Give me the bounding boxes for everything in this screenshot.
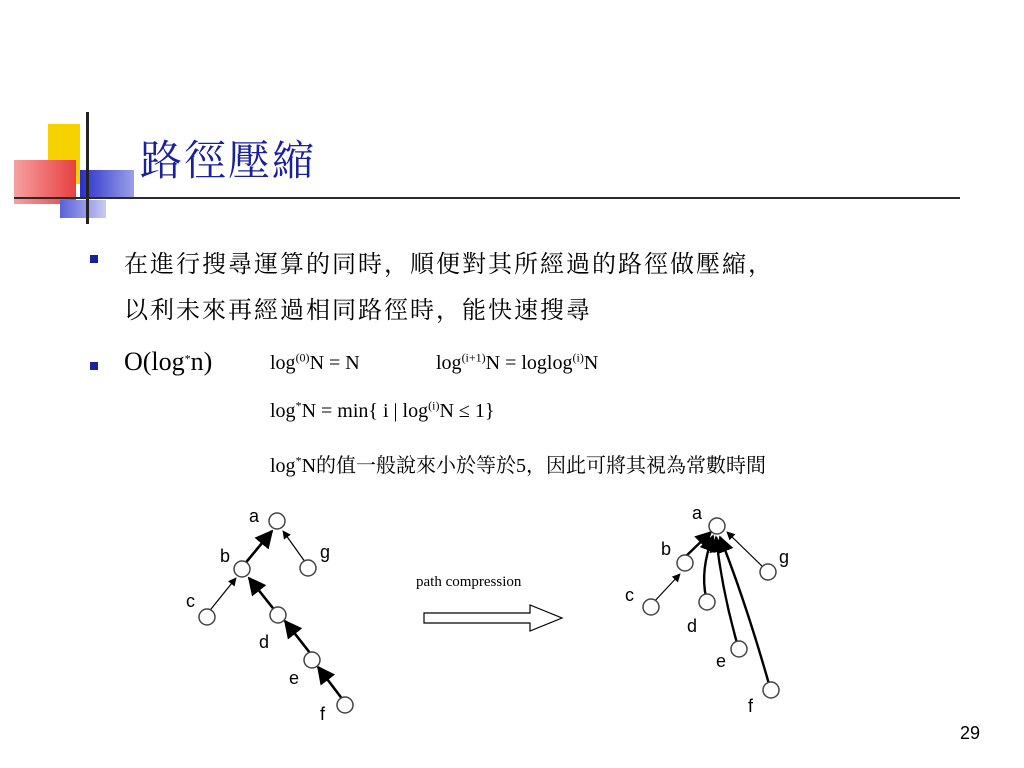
left-label-a: a (249, 506, 260, 526)
right-label-e: e (716, 651, 727, 671)
r-node-c (643, 599, 659, 615)
left-label-e: e (289, 668, 300, 688)
node-e (304, 652, 320, 668)
bullet-text-line-2: 以利未來再經過相同路徑時，能快速搜尋 (124, 296, 592, 324)
complexity-head-post: n) (190, 347, 213, 376)
eq2-post: N (583, 352, 599, 374)
arrow-label: path compression (416, 574, 522, 590)
r-edge-g-a (727, 532, 765, 569)
r-node-b (677, 555, 693, 571)
r-node-e (731, 641, 747, 657)
node-c (199, 609, 215, 625)
node-d (270, 607, 286, 623)
node-g (300, 560, 316, 576)
right-label-f: f (748, 696, 754, 716)
eq2-mid: N = loglog (485, 352, 573, 374)
r-edge-f-a (720, 537, 769, 684)
eq3-sup2: (i) (428, 398, 440, 413)
page-number: 29 (960, 723, 981, 743)
node-a (269, 513, 285, 529)
left-label-g: g (320, 542, 331, 562)
complexity-head-pre: O(log (124, 347, 185, 376)
edge-b-a (243, 531, 272, 566)
node-f (337, 697, 353, 713)
right-label-g: g (779, 547, 790, 567)
eq4-pre: log (270, 455, 296, 477)
eq4-sup: * (295, 453, 302, 468)
edge-d-b (249, 578, 276, 612)
left-label-f: f (320, 704, 326, 724)
left-label-c: c (186, 591, 195, 611)
eq1-post: N = N (309, 352, 360, 374)
right-label-d: d (687, 616, 698, 636)
eq3-mid: N = min{ i | log (301, 400, 429, 422)
edge-e-d (285, 621, 310, 653)
r-node-g (760, 564, 776, 580)
r-edge-c-b (652, 574, 680, 604)
right-label-a: a (692, 503, 703, 523)
complexity-head-sup: * (184, 351, 191, 366)
r-node-d (699, 594, 715, 610)
eq3-sup: * (295, 398, 302, 413)
right-label-b: b (661, 539, 672, 559)
right-label-c: c (625, 585, 634, 605)
bullet-text-line-1: 在進行搜尋運算的同時，順便對其所經過的路徑做壓縮， (124, 250, 774, 278)
eq4-post: N的值一般說來小於等於5，因此可將其視為常數時間 (301, 455, 767, 477)
page-title: 路徑壓縮 (140, 136, 317, 185)
eq2-sup: (i+1) (461, 350, 486, 365)
eq2-sup2: (i) (572, 350, 584, 365)
left-label-b: b (220, 546, 231, 566)
r-edge-d-a (704, 536, 713, 597)
r-node-a (709, 518, 725, 534)
eq1-sup: (0) (295, 350, 310, 365)
left-label-d: d (259, 632, 270, 652)
transform-arrow (424, 605, 562, 631)
edge-c-b (207, 578, 236, 614)
node-b (234, 561, 250, 577)
eq3-pre: log (270, 400, 296, 422)
r-node-f (763, 682, 779, 698)
eq3-post: N ≤ 1} (439, 400, 495, 422)
eq1-pre: log (270, 352, 296, 374)
edge-f-e (318, 667, 343, 700)
eq2-pre: log (436, 352, 462, 374)
